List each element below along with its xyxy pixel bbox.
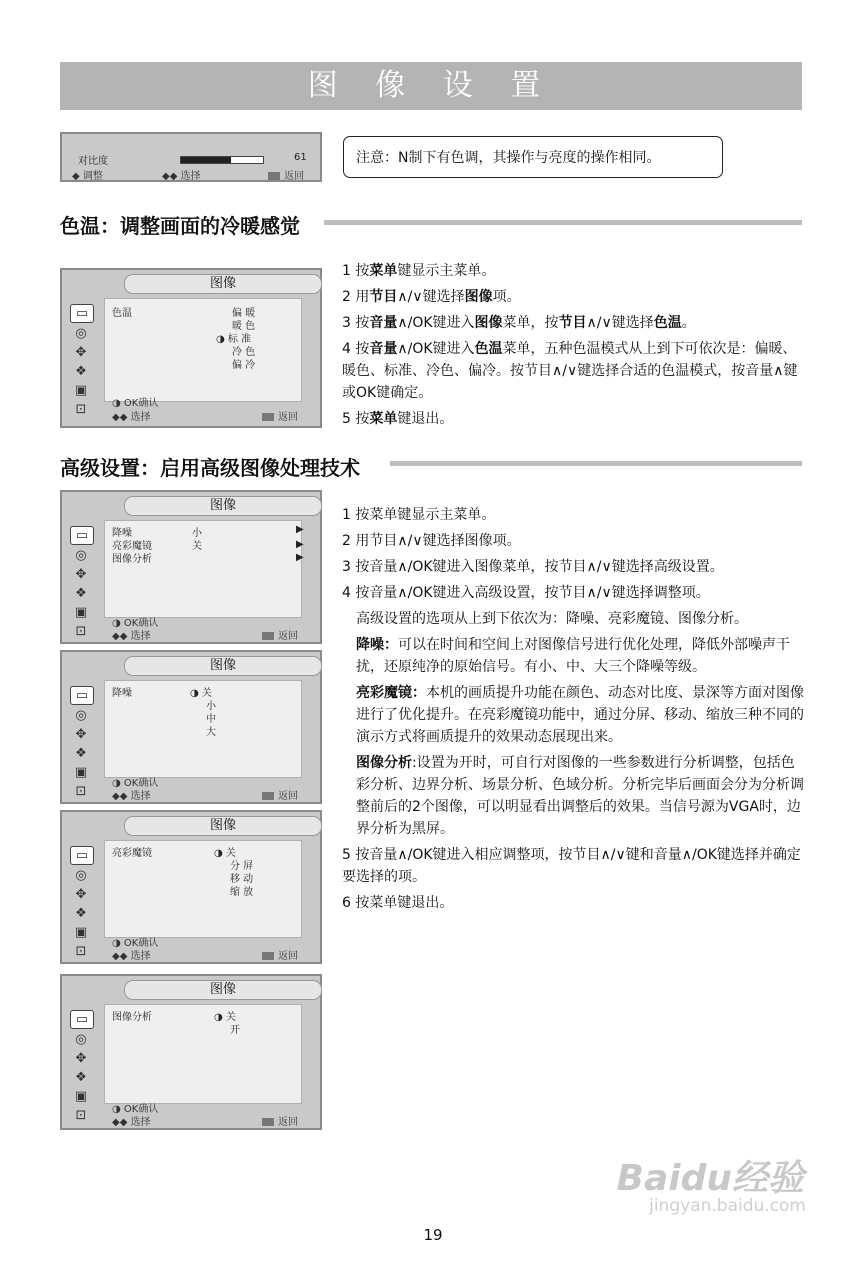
picture-menu-icon[interactable]: ▭ (70, 526, 94, 545)
screen-menu-icon[interactable]: ▣ (74, 765, 88, 780)
picture-menu-icon[interactable]: ▭ (70, 846, 94, 865)
image-analysis-paragraph: 图像分析:设置为开时，可自行对图像的一些参数进行分析调整，包括色彩分析、边界分析、场景分析、色域分析。分析完毕后画面会分为分析调整前后的2个图像，可以明显看出调整后的效果。当信号源为VGA时，边界分析为黑屏。 (356, 755, 804, 837)
osd-title: 图像 (124, 980, 322, 1000)
osd-sidebar (66, 844, 100, 962)
step-2: 2 用节目∧/∨键选择图像项。 (342, 533, 521, 549)
osd-return-hint: 返回 (262, 1113, 298, 1128)
sound-menu-icon[interactable]: ◎ (75, 548, 87, 563)
contrast-slider[interactable] (180, 156, 264, 164)
sound-menu-icon[interactable]: ◎ (75, 326, 87, 341)
color-temp-steps (342, 260, 804, 434)
picture-menu-icon[interactable]: ▭ (70, 304, 94, 323)
osd-option-selected[interactable]: ◑ 关 (214, 848, 236, 859)
osd-option[interactable]: 中 (206, 714, 216, 725)
step-4-detail: 高级设置的选项从上到下依次为：降噪、亮彩魔镜、图像分析。 (356, 611, 748, 627)
osd-confirm-hint: ◑ OK确认 (112, 938, 159, 949)
arrows-icon: ◆◆ (112, 631, 131, 642)
section-heading-advanced: 高级设置：启用高级图像处理技术 (60, 456, 360, 480)
osd-color-magic-menu (60, 810, 322, 964)
step-2: 2 用节目∧/∨键选择图像项。 (342, 289, 521, 305)
return-key-icon (268, 172, 280, 180)
picture-menu-icon[interactable]: ▭ (70, 1010, 94, 1029)
chevron-right-icon: ▶ (296, 524, 304, 535)
source-menu-icon[interactable]: ⊡ (75, 784, 87, 799)
osd-option[interactable]: 大 (206, 727, 216, 738)
osd-confirm-hint: ◑ OK确认 (112, 618, 159, 629)
osd-option[interactable]: 移 动 (230, 874, 254, 885)
contrast-label: 对比度 (78, 156, 108, 167)
source-menu-icon[interactable]: ⊡ (75, 944, 87, 959)
ok-icon: ◑ (112, 778, 124, 789)
osd-select-hint: ◆◆ 选择 (112, 951, 151, 962)
osd-option[interactable]: 暖 色 (232, 321, 256, 332)
ok-icon: ◑ (112, 618, 124, 629)
osd-noise-menu (60, 650, 322, 804)
selector-icon: ◑ (190, 688, 202, 699)
osd-sidebar (66, 524, 100, 642)
osd-return-hint: 返回 (262, 627, 298, 642)
chevron-right-icon: ▶ (296, 539, 304, 550)
source-menu-icon[interactable]: ⊡ (75, 1108, 87, 1123)
osd-advanced-menu (60, 490, 322, 644)
section-divider (324, 220, 802, 225)
sound-menu-icon[interactable]: ◎ (75, 1032, 87, 1047)
section-divider (390, 461, 802, 466)
osd-option[interactable]: 分 屏 (230, 861, 254, 872)
source-menu-icon[interactable]: ⊡ (75, 402, 87, 417)
channel-menu-icon[interactable]: ✥ (75, 1051, 87, 1066)
osd-color-temp (60, 268, 322, 428)
selector-icon: ◑ (214, 1012, 226, 1023)
osd-sidebar (66, 302, 100, 420)
return-key-icon (262, 952, 274, 960)
section-heading-color-temp: 色温：调整画面的冷暖感觉 (60, 214, 300, 238)
return-key-icon (262, 792, 274, 800)
settings-menu-icon[interactable]: ❖ (75, 746, 87, 761)
osd-option[interactable]: 小 (206, 701, 216, 712)
osd-return-hint: 返回 (262, 787, 298, 802)
settings-menu-icon[interactable]: ❖ (75, 1070, 87, 1085)
osd-item-value: 关 (192, 541, 202, 552)
osd-select-hint: ◆◆ 选择 (112, 631, 151, 642)
osd-confirm-hint: ◑ OK确认 (112, 1104, 159, 1115)
osd-inner (104, 298, 302, 402)
selector-icon: ◑ (214, 848, 226, 859)
osd-option-selected[interactable]: ◑ 关 (214, 1012, 236, 1023)
arrows-icon: ◆◆ (112, 1117, 131, 1128)
osd-select-hint: ◆◆ 选择 (112, 791, 151, 802)
note-box: 注意：N制下有色调，其操作与亮度的操作相同。 (343, 136, 723, 178)
osd-option-selected[interactable]: ◑ 关 (190, 688, 212, 699)
settings-menu-icon[interactable]: ❖ (75, 364, 87, 379)
step-3: 3 按音量∧/OK键进入图像菜单，按节目∧/∨键选择高级设置。 (342, 559, 724, 575)
osd-option[interactable]: 偏 暖 (232, 308, 256, 319)
ok-icon: ◑ (112, 938, 124, 949)
osd-option[interactable]: 偏 冷 (232, 360, 256, 371)
osd-image-analysis-menu (60, 974, 322, 1130)
osd-title: 图像 (124, 274, 322, 294)
return-key-icon (262, 632, 274, 640)
screen-menu-icon[interactable]: ▣ (74, 383, 88, 398)
ok-icon: ◑ (112, 398, 124, 409)
arrows-icon: ◆◆ (112, 951, 131, 962)
osd-item-value: 小 (192, 528, 202, 539)
screen-menu-icon[interactable]: ▣ (74, 1089, 88, 1104)
osd-item-color-magic[interactable]: 亮彩魔镜 (112, 541, 152, 552)
osd-sidebar (66, 684, 100, 802)
osd-option[interactable]: 缩 放 (230, 887, 254, 898)
osd-return-hint: 返回 (262, 408, 298, 423)
noise-paragraph: 降噪：可以在时间和空间上对图像信号进行优化处理，降低外部噪声干扰，还原纯净的原始信号。有小、中、大三个降噪等级。 (356, 637, 790, 675)
return-key-icon (262, 413, 274, 421)
select-hint: ◆◆ 选择 (162, 171, 201, 182)
osd-confirm-hint: ◑ OK确认 (112, 778, 159, 789)
step-5: 5 按音量∧/OK键进入相应调整项，按节目∧/∨键和音量∧/OK键选择并确定要选择的项。 (342, 847, 801, 885)
baidu-watermark-url: jingyan.baidu.com (649, 1196, 806, 1216)
page-number: 19 (423, 1226, 443, 1244)
arrows-icon: ◆◆ (112, 791, 131, 802)
return-key-icon (262, 1118, 274, 1126)
page-title: 图 像 设 置 (60, 62, 802, 110)
channel-menu-icon[interactable]: ✥ (75, 345, 87, 360)
osd-option-selected[interactable]: ◑ 标 准 (216, 334, 252, 345)
advanced-steps (342, 504, 804, 918)
picture-menu-icon[interactable]: ▭ (70, 686, 94, 705)
osd-item-color-temp[interactable]: 色温 (112, 308, 132, 319)
step-4: 4 按音量∧/OK键进入色温菜单，五种色温模式从上到下可依次是：偏暖、暖色、标准、冷色、偏冷。按节目∧/∨键选择合适的色温模式，按音量∧键或OK键确定。 (342, 341, 798, 401)
osd-item-image-analysis[interactable]: 图像分析 (112, 1012, 152, 1023)
channel-menu-icon[interactable]: ✥ (75, 567, 87, 582)
contrast-slider-fill (181, 157, 231, 163)
contrast-osd-panel (60, 132, 322, 182)
osd-item-color-magic[interactable]: 亮彩魔镜 (112, 848, 152, 859)
selector-icon: ◑ (216, 334, 228, 345)
sound-menu-icon[interactable]: ◎ (75, 868, 87, 883)
step-1: 1 按菜单键显示主菜单。 (342, 263, 496, 279)
osd-option[interactable]: 开 (230, 1025, 240, 1036)
osd-title: 图像 (124, 496, 322, 516)
osd-title: 图像 (124, 816, 322, 836)
chevron-right-icon: ▶ (296, 552, 304, 563)
step-6: 6 按菜单键退出。 (342, 895, 454, 911)
osd-option[interactable]: 冷 色 (232, 347, 256, 358)
osd-item-noise[interactable]: 降噪 (112, 688, 132, 699)
channel-menu-icon[interactable]: ✥ (75, 727, 87, 742)
step-1: 1 按菜单键显示主菜单。 (342, 507, 496, 523)
osd-return-hint: 返回 (262, 947, 298, 962)
osd-item-noise[interactable]: 降噪 (112, 528, 132, 539)
screen-menu-icon[interactable]: ▣ (74, 605, 88, 620)
step-5: 5 按菜单键退出。 (342, 411, 454, 427)
step-3: 3 按音量∧/OK键进入图像菜单，按节目∧/∨键选择色温。 (342, 315, 696, 331)
arrows-icon: ◆◆ (112, 412, 131, 423)
source-menu-icon[interactable]: ⊡ (75, 624, 87, 639)
osd-inner (104, 520, 302, 618)
screen-menu-icon[interactable]: ▣ (74, 925, 88, 940)
osd-item-image-analysis[interactable]: 图像分析 (112, 554, 152, 565)
osd-select-hint: ◆◆ 选择 (112, 412, 151, 423)
ok-icon: ◑ (112, 1104, 124, 1115)
osd-confirm-hint: ◑ OK确认 (112, 398, 159, 409)
channel-menu-icon[interactable]: ✥ (75, 887, 87, 902)
color-magic-paragraph: 亮彩魔镜：本机的画质提升功能在颜色、动态对比度、景深等方面对图像进行了优化提升。在亮彩魔镜功能中，通过分屏、移动、缩放三种不同的演示方式将画质提升的效果动态展现出来。 (356, 685, 804, 745)
settings-menu-icon[interactable]: ❖ (75, 586, 87, 601)
sound-menu-icon[interactable]: ◎ (75, 708, 87, 723)
osd-select-hint: ◆◆ 选择 (112, 1117, 151, 1128)
settings-menu-icon[interactable]: ❖ (75, 906, 87, 921)
osd-title: 图像 (124, 656, 322, 676)
osd-sidebar (66, 1008, 100, 1126)
contrast-value: 61 (294, 152, 307, 163)
return-hint: 返回 (268, 167, 304, 182)
baidu-watermark: Baidu经验 (616, 1158, 804, 1199)
adjust-hint: ◆ 调整 (72, 171, 103, 182)
step-4: 4 按音量∧/OK键进入高级设置，按节目∧/∨键选择调整项。 (342, 585, 710, 601)
